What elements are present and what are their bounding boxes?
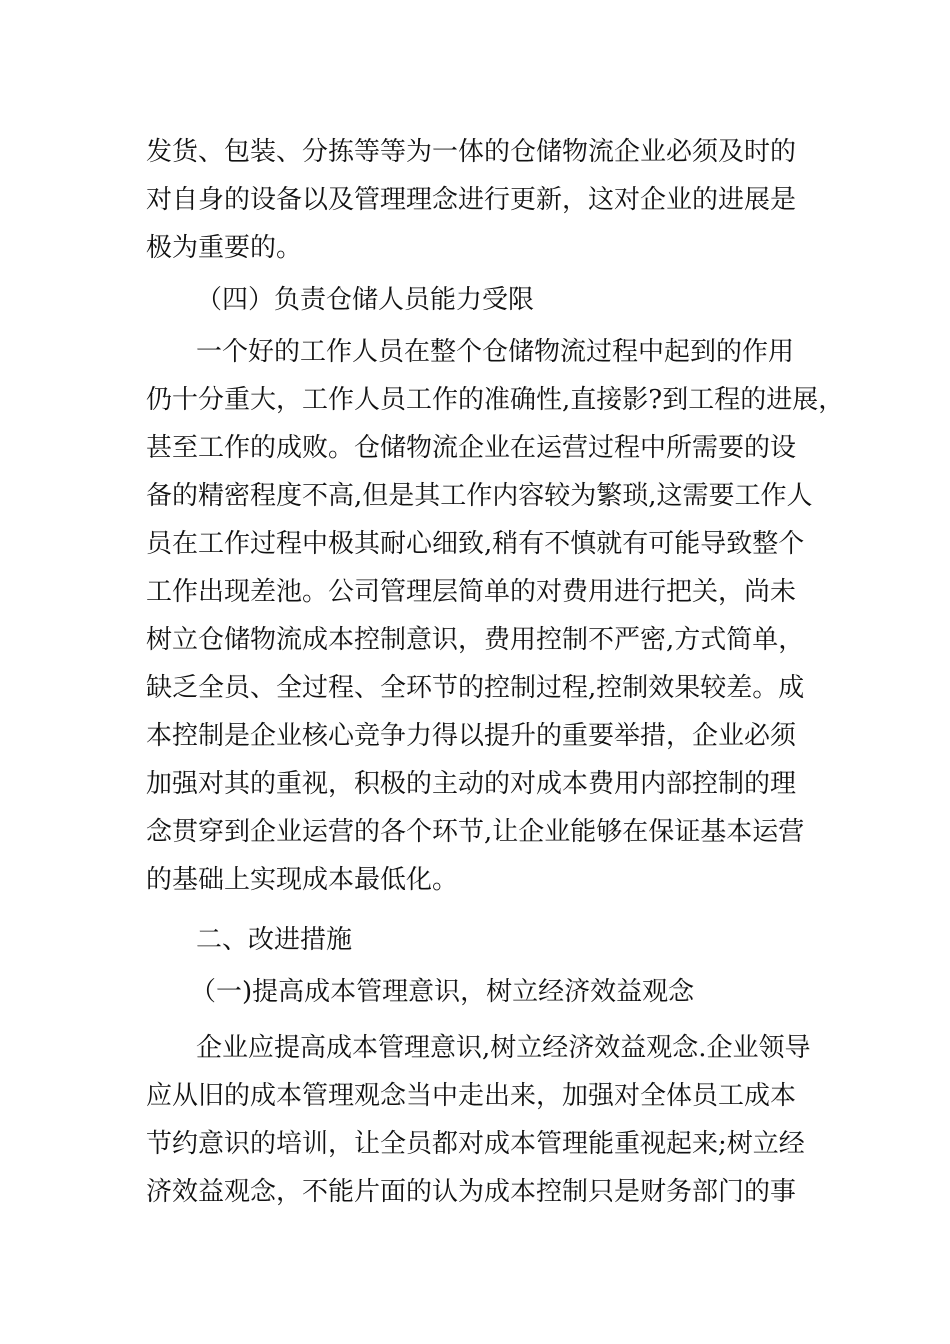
text-line: 念贯穿到企业运营的各个环节,让企业能够在保证基本运营: [146, 817, 805, 847]
text-line: 对自身的设备以及管理理念进行更新，这对企业的进展是: [146, 185, 797, 215]
text-line: 极为重要的。: [146, 233, 303, 263]
text-line: 备的精密程度不高,但是其工作内容较为繁琐,这需要工作人: [146, 481, 813, 511]
subsection-heading: （一)提高成本管理意识，树立经济效益观念: [190, 977, 695, 1007]
text-line: 发货、包装、分拣等等为一体的仓储物流企业必须及时的: [146, 137, 797, 167]
text-line: 缺乏全员、全过程、全环节的控制过程,控制效果较差。成: [146, 673, 805, 703]
section-heading: 二、改进措施: [196, 925, 353, 955]
text-line: 员在工作过程中极其耐心细致,稍有不慎就有可能导致整个: [146, 529, 805, 559]
text-line: 企业应提高成本管理意识,树立经济效益观念.企业领导: [196, 1033, 811, 1063]
section-heading: （四）负责仓储人员能力受限: [196, 285, 535, 315]
text-line: 树立仓储物流成本控制意识，费用控制不严密,方式简单，: [146, 625, 805, 655]
text-line: 加强对其的重视，积极的主动的对成本费用内部控制的理: [146, 769, 797, 799]
text-line: 工作出现差池。公司管理层简单的对费用进行把关，尚未: [146, 577, 797, 607]
text-line: 甚至工作的成败。仓储物流企业在运营过程中所需要的设: [146, 433, 797, 463]
text-line: 应从旧的成本管理观念当中走出来，加强对全体员工成本: [146, 1081, 797, 1111]
text-line: 的基础上实现成本最低化。: [146, 865, 459, 895]
text-line: 节约意识的培训，让全员都对成本管理能重视起来;树立经: [146, 1129, 805, 1159]
text-line: 本控制是企业核心竞争力得以提升的重要举措，企业必须: [146, 721, 797, 751]
text-line: 仍十分重大，工作人员工作的准确性,直接影?到工程的进展，: [146, 385, 845, 415]
text-line: 一个好的工作人员在整个仓储物流过程中起到的作用: [196, 337, 795, 367]
text-line: 济效益观念，不能片面的认为成本控制只是财务部门的事: [146, 1177, 797, 1207]
